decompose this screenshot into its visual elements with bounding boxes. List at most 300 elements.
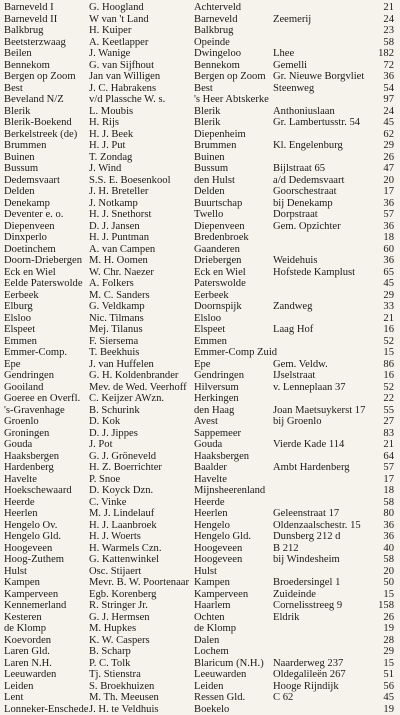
table-row (0, 474, 400, 486)
address: Broedersingel 1 (273, 577, 340, 589)
table-row (0, 106, 400, 118)
table-row (0, 681, 400, 693)
address: Vierde Kade 114 (273, 439, 344, 451)
district-name: Balkbrug (4, 25, 43, 37)
member-count: 58 (383, 554, 394, 566)
table-row (0, 163, 400, 175)
district-name: Hoogeveen (4, 543, 52, 555)
district-name: Berkelstreek (de) (4, 129, 77, 141)
district-name: Groenlo (4, 416, 39, 428)
place-name: Eerbeek (194, 290, 229, 302)
district-name: Hengelo Ov. (4, 520, 57, 532)
district-name: Hulst (4, 566, 27, 578)
district-name: Diepenveen (4, 221, 55, 233)
address: bij Denekamp (273, 198, 333, 210)
member-count: 36 (383, 198, 394, 210)
member-count: 52 (383, 336, 394, 348)
district-name: Leiden (4, 681, 33, 693)
member-count: 80 (383, 508, 394, 520)
district-name: Hardenberg (4, 462, 54, 474)
district-name: Groningen (4, 428, 49, 440)
place-name: Dwingeloo (194, 48, 241, 60)
table-row (0, 324, 400, 336)
table-row (0, 623, 400, 635)
address: Naarderweg 237 (273, 658, 343, 670)
address: Hofstede Kamplust (273, 267, 355, 279)
member-count: 54 (383, 83, 394, 95)
district-name: Beetsterzwaag (4, 37, 66, 49)
member-count: 17 (383, 474, 394, 486)
contact-name: C. Keijzer AWzn. (89, 393, 164, 405)
address: Gem. Veldw. (273, 359, 328, 371)
table-row (0, 600, 400, 612)
member-count: 58 (383, 37, 394, 49)
table-row (0, 416, 400, 428)
place-name: Diepenheim (194, 129, 246, 141)
district-name: Hoog-Zuthem (4, 554, 64, 566)
district-name: Best (4, 83, 23, 95)
place-name: den Hulst (194, 175, 235, 187)
place-name: Havelte (194, 474, 227, 486)
place-name: Herkingen (194, 393, 239, 405)
member-count: 97 (383, 94, 394, 106)
district-name: Barneveld I (4, 2, 54, 14)
contact-name: G. H. Koldenbrander (89, 370, 178, 382)
place-name: Mijnsheerenland (194, 485, 265, 497)
table-row (0, 393, 400, 405)
table-row (0, 554, 400, 566)
place-name: Lochem (194, 646, 229, 658)
place-name: Avest (194, 416, 218, 428)
district-name: Elburg (4, 301, 33, 313)
place-name: den Haag (194, 405, 234, 417)
address: IJselstraat (273, 370, 315, 382)
table-row (0, 278, 400, 290)
address: Gemelli (273, 60, 307, 72)
district-name: Doetinchem (4, 244, 56, 256)
address: Lhee (273, 48, 294, 60)
district-name: Havelte (4, 474, 37, 486)
contact-name: M. J. Lindelauf (89, 508, 154, 520)
place-name: Elsloo (194, 313, 221, 325)
contact-name: H. Kuiper (89, 25, 131, 37)
table-row (0, 313, 400, 325)
table-row (0, 140, 400, 152)
member-count: 58 (383, 497, 394, 509)
member-count: 21 (383, 2, 394, 14)
contact-name: Osc. Stijaert (89, 566, 141, 578)
contact-name: H. J. Woerts (89, 531, 141, 543)
member-count: 83 (383, 428, 394, 440)
member-count: 36 (383, 221, 394, 233)
address: C 62 (273, 692, 293, 704)
member-count: 56 (383, 681, 394, 693)
address: Steenweg (273, 83, 314, 95)
table-row (0, 508, 400, 520)
district-name: Kesteren (4, 612, 42, 624)
table-row (0, 543, 400, 555)
district-name: Dinxperlo (4, 232, 47, 244)
district-name: Gouda (4, 439, 32, 451)
contact-name: B. Schurink (89, 405, 140, 417)
district-name: Laren N.H. (4, 658, 52, 670)
member-count: 52 (383, 382, 394, 394)
contact-name: R. Stringer Jr. (89, 600, 148, 612)
address: Geleenstraat 17 (273, 508, 339, 520)
table-row (0, 451, 400, 463)
member-count: 86 (383, 359, 394, 371)
contact-name: D. J. Jansen (89, 221, 140, 233)
table-row (0, 152, 400, 164)
member-count: 50 (383, 577, 394, 589)
address: Joan Maetsuykerst 17 (273, 405, 365, 417)
table-row (0, 405, 400, 417)
district-name: Denekamp (4, 198, 50, 210)
member-count: 57 (383, 209, 394, 221)
contact-name: H. J. Put (89, 140, 126, 152)
address: Kl. Engelenburg (273, 140, 343, 152)
district-name: Elsloo (4, 313, 31, 325)
contact-name: H. Rijs (89, 117, 119, 129)
district-name: Deventer e. o. (4, 209, 63, 221)
table-row (0, 669, 400, 681)
address: Gem. Opzichter (273, 221, 341, 233)
member-count: 64 (383, 451, 394, 463)
contact-name: T. Zondag (89, 152, 132, 164)
table-row (0, 94, 400, 106)
contact-name: v/d Plassche W. s. (89, 94, 165, 106)
district-name: Beilen (4, 48, 32, 60)
place-name: Bussum (194, 163, 228, 175)
place-name: Epe (194, 359, 210, 371)
place-name: Achterveld (194, 2, 241, 14)
place-name: Blaricum (N.H.) (194, 658, 264, 670)
table-row (0, 485, 400, 497)
place-name: Kamperveen (194, 589, 248, 601)
place-name: Diepenveen (194, 221, 245, 233)
place-name: Dalen (194, 635, 219, 647)
table-row (0, 301, 400, 313)
district-name: Haaksbergen (4, 451, 59, 463)
place-name: 's Heer Abtskerke (194, 94, 269, 106)
table-row (0, 198, 400, 210)
table-row (0, 83, 400, 95)
address: v. Lenneplaan 37 (273, 382, 346, 394)
member-count: 55 (383, 405, 394, 417)
contact-name: J. Wind (89, 163, 121, 175)
contact-name: G. Kattenwinkel (89, 554, 159, 566)
place-name: Doornspijk (194, 301, 242, 313)
table-row (0, 382, 400, 394)
table-row (0, 71, 400, 83)
table-row (0, 428, 400, 440)
district-name: Blerik-Boekend (4, 117, 72, 129)
contact-name: J. van Huffelen (89, 359, 154, 371)
contact-name: Mev. de Wed. Veerhoff (89, 382, 187, 394)
member-count: 27 (383, 416, 394, 428)
place-name: Balkbrug (194, 25, 233, 37)
contact-name: W van 't Land (89, 14, 149, 26)
table-row (0, 175, 400, 187)
contact-name: G. Hoogland (89, 2, 144, 14)
contact-name: M. H. Oomen (89, 255, 148, 267)
table-row (0, 221, 400, 233)
district-name: Barneveld II (4, 14, 57, 26)
table-row (0, 37, 400, 49)
district-name: Eerbeek (4, 290, 39, 302)
table-row (0, 267, 400, 279)
address: Oldenzaalschestr. 15 (273, 520, 361, 532)
place-name: Emmen (194, 336, 227, 348)
address: Oldegalileën 267 (273, 669, 346, 681)
place-name: Gendringen (194, 370, 244, 382)
district-name: Lonneker-Enschede (4, 704, 89, 715)
contact-name: J. Notkamp (89, 198, 138, 210)
contact-name: J. H. te Veldhuis (89, 704, 159, 715)
member-count: 24 (383, 106, 394, 118)
table-row (0, 439, 400, 451)
place-name: Hoogeveen (194, 543, 242, 555)
member-count: 62 (383, 129, 394, 141)
place-name: de Klomp (194, 623, 236, 635)
place-name: Buurtschap (194, 198, 242, 210)
contact-name: A. Folkers (89, 278, 134, 290)
member-count: 45 (383, 692, 394, 704)
table-row (0, 290, 400, 302)
district-name: Heerde (4, 497, 35, 509)
contact-name: M. Hupkes (89, 623, 136, 635)
contact-name: G. J. Hermsen (89, 612, 150, 624)
member-count: 24 (383, 14, 394, 26)
contact-name: L. Moubis (89, 106, 133, 118)
contact-name: S.S. E. Boesenkool (89, 175, 171, 187)
address: Eldrik (273, 612, 299, 624)
table-row (0, 117, 400, 129)
place-name: Ressen Gld. (194, 692, 245, 704)
table-row (0, 520, 400, 532)
contact-name: Tj. Stienstra (89, 669, 141, 681)
address: Hooge Rijndijk (273, 681, 339, 693)
contact-name: D. J. Jippes (89, 428, 138, 440)
contact-name: H. J. Laanbroek (89, 520, 157, 532)
district-name: Lent (4, 692, 23, 704)
district-name: Bennekom (4, 60, 50, 72)
member-count: 65 (383, 267, 394, 279)
contact-name: J. Pot (89, 439, 113, 451)
district-name: Bergen op Zoom (4, 71, 76, 83)
place-name: Heerde (194, 497, 225, 509)
district-name: Hoekschewaard (4, 485, 72, 497)
place-name: Haarlem (194, 600, 230, 612)
member-count: 36 (383, 520, 394, 532)
address: Zuideinde (273, 589, 316, 601)
member-count: 47 (383, 163, 394, 175)
district-name: Emmer-Comp. (4, 347, 67, 359)
table-row (0, 359, 400, 371)
table-row (0, 635, 400, 647)
district-name: Blerik (4, 106, 30, 118)
member-count: 182 (378, 48, 394, 60)
contact-name: M. C. Sanders (89, 290, 150, 302)
place-name: Buinen (194, 152, 225, 164)
contact-name: H. J. Beek (89, 129, 133, 141)
member-count: 158 (378, 600, 394, 612)
member-count: 19 (383, 704, 394, 715)
table-row (0, 646, 400, 658)
place-name: Blerik (194, 117, 220, 129)
table-row (0, 25, 400, 37)
contact-name: J. H. Breteller (89, 186, 148, 198)
table-row (0, 658, 400, 670)
district-name: Gooiland (4, 382, 43, 394)
table-row (0, 129, 400, 141)
contact-name: S. Broekhuizen (89, 681, 154, 693)
table-row (0, 48, 400, 60)
contact-name: H. J. Snethorst (89, 209, 151, 221)
member-count: 72 (383, 60, 394, 72)
member-count: 16 (383, 370, 394, 382)
place-name: Kampen (194, 577, 230, 589)
table-row (0, 347, 400, 359)
contact-name: Jan van Willigen (89, 71, 160, 83)
place-name: Hengelo Gld. (194, 531, 251, 543)
place-name: Hilversum (194, 382, 239, 394)
table-row (0, 589, 400, 601)
contact-name: A. van Campen (89, 244, 155, 256)
district-name: Bussum (4, 163, 38, 175)
address: bij Windesheim (273, 554, 340, 566)
place-name: Elspeet (194, 324, 225, 336)
member-count: 36 (383, 255, 394, 267)
address: Bijlstraat 65 (273, 163, 325, 175)
address: B 212 (273, 543, 299, 555)
table-row (0, 232, 400, 244)
address: Gr. Lambertusstr. 54 (273, 117, 360, 129)
contact-name: H. Warmels Czn. (89, 543, 162, 555)
contact-name: J. C. Habrakens (89, 83, 156, 95)
table-row (0, 14, 400, 26)
address: Gr. Nieuwe Borgvliet (273, 71, 364, 83)
district-name: Epe (4, 359, 20, 371)
member-count: 28 (383, 635, 394, 647)
address: Ambt Hardenberg (273, 462, 350, 474)
table-row (0, 336, 400, 348)
table-row (0, 531, 400, 543)
member-count: 15 (383, 589, 394, 601)
contact-name: J. Wanige (89, 48, 130, 60)
member-count: 23 (383, 25, 394, 37)
address: Weidehuis (273, 255, 317, 267)
address: Dorpstraat (273, 209, 318, 221)
address: Laag Hof (273, 324, 313, 336)
address: Goorschestraat (273, 186, 337, 198)
table-row (0, 612, 400, 624)
district-name: de Klomp (4, 623, 46, 635)
place-name: Blerik (194, 106, 220, 118)
table-row (0, 2, 400, 14)
contact-name: Egb. Korenberg (89, 589, 156, 601)
contact-name: H. J. Puntman (89, 232, 149, 244)
district-name: Dedemsvaart (4, 175, 60, 187)
district-name: Kampen (4, 577, 40, 589)
member-count: 18 (383, 485, 394, 497)
address: a/d Dedemsvaart (273, 175, 344, 187)
district-name: Brummen (4, 140, 46, 152)
member-count: 45 (383, 278, 394, 290)
place-name: Gaanderen (194, 244, 240, 256)
place-name: Driebergen (194, 255, 241, 267)
contact-name: G. Veldkamp (89, 301, 145, 313)
table-row (0, 566, 400, 578)
place-name: Baalder (194, 462, 227, 474)
contact-name: M. Th. Meeusen (89, 692, 159, 704)
member-count: 17 (383, 186, 394, 198)
contact-name: W. Chr. Naezer (89, 267, 154, 279)
place-name: Paterswolde (194, 278, 246, 290)
place-name: Heerlen (194, 508, 228, 520)
place-name: Barneveld (194, 14, 238, 26)
table-row (0, 186, 400, 198)
member-count: 22 (383, 393, 394, 405)
place-name: Leeuwarden (194, 669, 246, 681)
place-name: Hengelo (194, 520, 230, 532)
table-row (0, 209, 400, 221)
district-name: Kennemerland (4, 600, 66, 612)
place-name: Brummen (194, 140, 236, 152)
contact-name: D. Koyck Dzn. (89, 485, 153, 497)
place-name: Eck en Wiel (194, 267, 246, 279)
district-name: Eck en Wiel (4, 267, 56, 279)
district-name: Emmen (4, 336, 37, 348)
table-row (0, 255, 400, 267)
table-row (0, 370, 400, 382)
district-name: Laren Gld. (4, 646, 50, 658)
contact-name: B. Scharp (89, 646, 131, 658)
member-count: 16 (383, 324, 394, 336)
place-name: Gouda (194, 439, 222, 451)
address: Anthoniuslaan (273, 106, 335, 118)
contact-name: T. Beekhuis (89, 347, 139, 359)
district-name: Beveland N/Z (4, 94, 64, 106)
table-row (0, 692, 400, 704)
contact-name: Nic. Tilmans (89, 313, 144, 325)
place-name: Emmer-Comp Zuid (194, 347, 277, 359)
address: bij Groenlo (273, 416, 322, 428)
contact-name: Mevr. B. W. Poortenaar (89, 577, 189, 589)
address: Zeemerij (273, 14, 311, 26)
place-name: Boekelo (194, 704, 229, 715)
place-name: Delden (194, 186, 225, 198)
place-name: Bennekom (194, 60, 240, 72)
member-count: 20 (383, 566, 394, 578)
place-name: Bergen op Zoom (194, 71, 266, 83)
place-name: Haaksbergen (194, 451, 249, 463)
table-row (0, 60, 400, 72)
member-count: 20 (383, 175, 394, 187)
district-name: Kamperveen (4, 589, 58, 601)
contact-name: D. Kok (89, 416, 120, 428)
member-count: 29 (383, 140, 394, 152)
district-name: Goeree en Overfl. (4, 393, 80, 405)
member-count: 29 (383, 290, 394, 302)
address: Cornelisstreeg 9 (273, 600, 342, 612)
district-name: Delden (4, 186, 35, 198)
member-count: 26 (383, 612, 394, 624)
place-name: Opeinde (194, 37, 230, 49)
place-name: Hulst (194, 566, 217, 578)
member-count: 36 (383, 531, 394, 543)
table-row (0, 577, 400, 589)
